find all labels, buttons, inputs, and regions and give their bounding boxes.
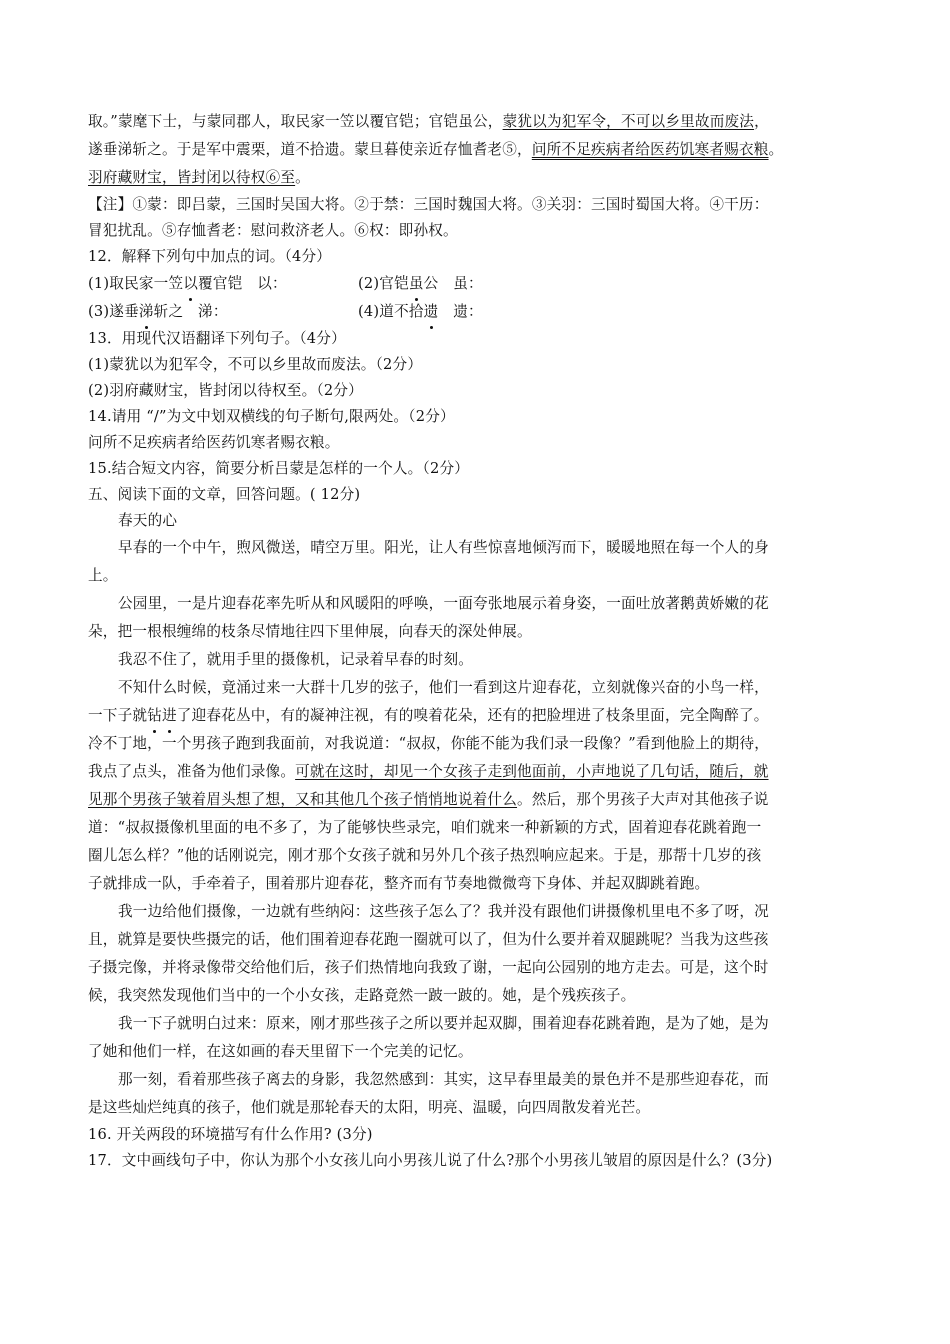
question-13-stem: 13．用现代汉语翻译下列句子。（4分）: [88, 330, 346, 347]
underlined-sentence-4: 见那个男孩子皱着眉头想了想，又和其他几个孩子悄悄地说着什么: [88, 791, 518, 808]
question-13-item-1: (1)蒙犹以为犯军令，不可以乡里故而废法。（2分）: [88, 356, 423, 373]
dotted-char: 虽: [409, 270, 424, 298]
article-p2-line-1: 公园里，一是片迎春花率先听从和风暖阳的呼唤，一面夸张地展示着身姿，一面吐放著鹅黄娇嫩的花: [118, 595, 769, 612]
article-p5-line-2: 且，就算是要快些摄完的话，他们围着迎春花跑一圈就可以了，但为什么要并着双腿跳呢？当我为这些孩: [88, 931, 769, 948]
passage-line-3: 羽府藏财宝，皆封闭以待权⑥至。: [88, 169, 310, 186]
underlined-sentence-3: 可就在这时，却见一个女孩子走到他面前，小声地说了几句话，随后，就: [295, 763, 769, 780]
notes-line-2: 冒犯扰乱。⑤存恤耆老：慰问救济老人。⑥权：即孙权。: [88, 222, 458, 239]
article-p4-line-7: 圈儿怎么样？”他的话刚说完，刚才那个女孩子就和另外几个孩子热烈响应起来。于是，那帮十几岁的孩: [88, 847, 762, 864]
underlined-sentence: 蒙犹以为犯军令，不可以乡里故而废法: [502, 113, 755, 130]
dotted-char: 以: [183, 270, 198, 298]
article-p1-line-2: 上。: [88, 567, 118, 584]
article-p4-line-6: 道：“叔叔摄像机里面的电不多了，为了能够快些录完，咱们就来一种新颖的方式，固着迎春花跳着跑一: [88, 819, 762, 836]
underlined-sentence-2: 羽府藏财宝，皆封闭以待权⑥至: [88, 169, 296, 186]
question-17-stem: 17．文中画线句子中，你认为那个小女孩儿向小男孩儿说了什么?那个小男孩儿皱眉的原因是什么？(3分): [88, 1152, 773, 1169]
question-12-stem: 12．解释下列句中加点的词。（4分）: [88, 248, 332, 265]
question-12-item-2: (2)官铠虽公 虽：: [358, 270, 483, 298]
article-p3: 我忍不住了，就用手里的摄像机，记录着早春的时刻。: [118, 651, 474, 668]
article-p5-line-1: 我一边给他们摄像，一边就有些纳闷：这些孩子怎么了？我并没有跟他们讲摄像机里电不多了呀，况: [118, 903, 769, 920]
dotted-char: 遗: [424, 298, 439, 326]
article-p4-line-3: 冷不丁地，一个男孩子跑到我面前，对我说道：“叔叔，你能不能为我们录一段像？”看到他脸上的期待，: [88, 735, 770, 752]
dotted-char: 涕: [139, 298, 154, 326]
dotted-char: 钻: [147, 702, 162, 730]
notes-line-1: 【注】①蒙：即吕蒙，三国时吴国大将。②于禁：三国时魏国大将。③关羽：三国时蜀国大将。④干历：: [88, 196, 769, 213]
double-underlined-sentence: 问所不足疾病者给医药饥寒者赐衣粮: [531, 141, 769, 158]
question-12-item-4: (4)道不拾遗 遗：: [358, 298, 483, 326]
question-14-sentence: 问所不足疾病者给医药饥寒者赐衣粮。: [88, 434, 340, 451]
passage-line-2: 遂垂涕斩之。于是军中震栗，道不拾遗。蒙旦暮使亲近存恤耆老⑤，问所不足疾病者给医药饥寒者赐衣粮。: [88, 141, 784, 158]
article-p4-line-2: 一下子就钻进了迎春花丛中，有的凝神注视，有的嗅着花朵，还有的把脸埋进了枝条里面，完全陶醉了。: [88, 702, 868, 730]
dotted-char: 进: [162, 702, 177, 730]
article-p4-line-4: 我点了点头，准备为他们录像。可就在这时，却见一个女孩子走到他面前，小声地说了几句话，随后，就: [88, 763, 769, 780]
passage-line-1: 取。”蒙麾下士，与蒙同郡人，取民家一笠以覆官铠；官铠虽公，蒙犹以为犯军令，不可以乡里故而废法，: [88, 113, 769, 130]
document-page: [88, 108, 868, 1174]
question-12-row-2: [88, 298, 868, 326]
question-12-row-1: [88, 270, 868, 298]
article-p4-line-5: 见那个男孩子皱着眉头想了想，又和其他几个孩子悄悄地说着什么。然后，那个男孩子大声对其他孩子说: [88, 791, 769, 808]
article-p5-line-3: 子摄完像，并将录像带交给他们后，孩子们热情地向我致了谢，一起向公园别的地方走去。可是，这个时: [88, 959, 769, 976]
article-p4-line-8: 子就排成一队，手牵着子，围着那片迎春花，整齐而有节奏地微微弯下身体、并起双脚跳着跑。: [88, 875, 710, 892]
article-p1-line-1: 早春的一个中午，煦风微送，晴空万里。阳光，让人有些惊喜地倾泻而下，暖暖地照在每一个人的身: [118, 539, 769, 556]
question-16-stem: 16. 开关两段的环境描写有什么作用? (3分): [88, 1126, 373, 1143]
article-p6-line-2: 了她和他们一样，在这如画的春天里留下一个完美的记忆。: [88, 1043, 473, 1060]
article-p5-line-4: 候，我突然发现他们当中的一个小女孩，走路竟然一跛一跛的。她，是个残疾孩子。: [88, 987, 636, 1004]
question-14-stem: 14.请用 “/”为文中划双横线的句子断句,限两处。（2分）: [88, 408, 455, 425]
article-p7-line-2: 是这些灿烂纯真的孩子，他们就是那轮春天的太阳，明亮、温暖，向四周散发着光芒。: [88, 1099, 651, 1116]
section-5-heading: 五、阅读下面的文章，回答问题。( 12分): [88, 486, 361, 503]
question-12-item-3: (3)遂垂涕斩之 涕：: [88, 298, 358, 326]
question-15-stem: 15.结合短文内容，简要分析吕蒙是怎样的一个人。（2分）: [88, 460, 470, 477]
article-p2-line-2: 朵，把一根根缠绵的枝条尽情地往四下里伸展，向春天的深处伸展。: [88, 623, 532, 640]
article-p7-line-1: 那一刻，看着那些孩子离去的身影，我忽然感到：其实，这早春里最美的景色并不是那些迎春花，而: [118, 1071, 769, 1088]
question-12-item-1: (1)取民家一笠以覆官铠 以：: [88, 270, 358, 298]
question-13-item-2: (2)羽府藏财宝，皆封闭以待权至。（2分）: [88, 382, 363, 399]
article-p4-line-1: 不知什么时候，竟涌过来一大群十几岁的弦子，他们一看到这片迎春花，立刻就像兴奋的小鸟一样，: [118, 679, 769, 696]
article-p6-line-1: 我一下子就明白过来：原来，刚才那些孩子之所以要并起双脚，围着迎春花跳着跑，是为了她，是为: [118, 1015, 769, 1032]
article-title: 春天的心: [118, 512, 178, 529]
